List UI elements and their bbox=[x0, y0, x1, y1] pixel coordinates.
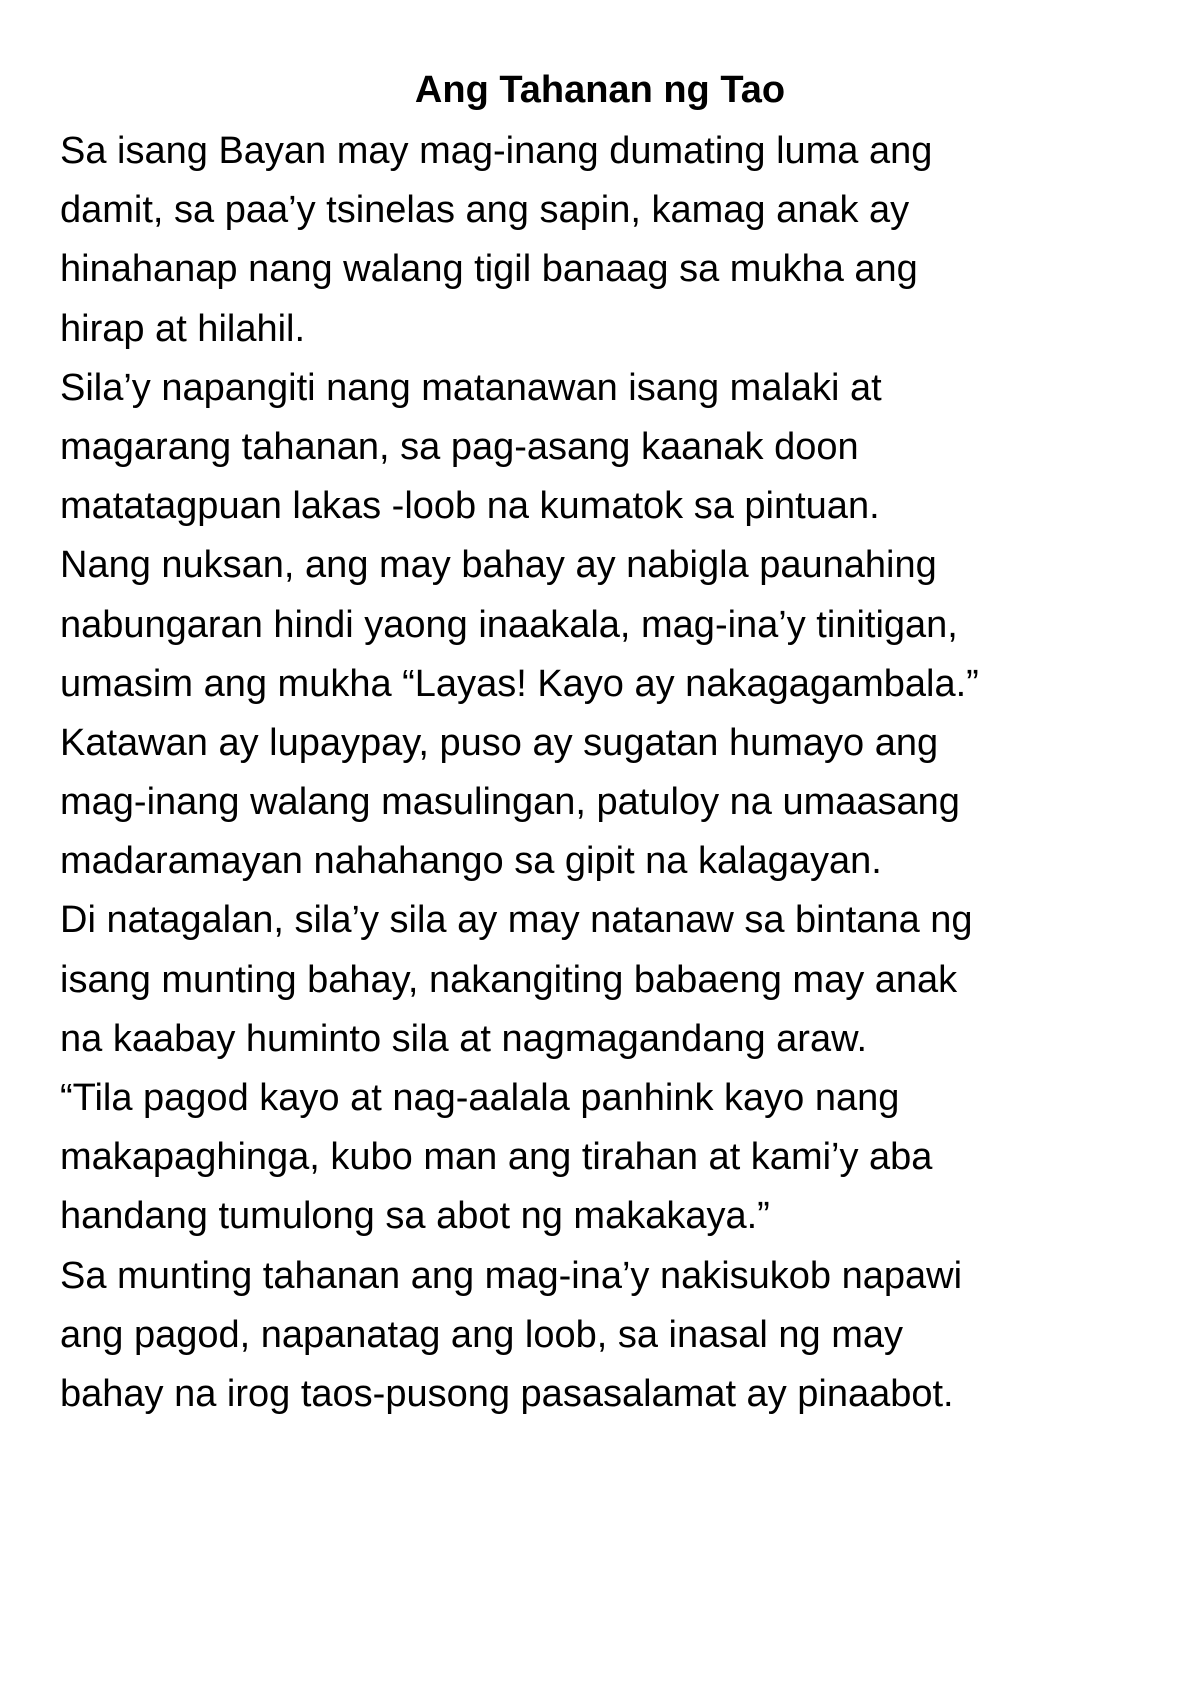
poem-line: Nang nuksan, ang may bahay ay nabigla paunahing bbox=[60, 544, 937, 587]
poem-line: madaramayan nahahango sa gipit na kalagayan. bbox=[60, 840, 882, 883]
document-title: Ang Tahanan ng Tao bbox=[414, 69, 786, 111]
poem-line: Di natagalan, sila’y sila ay may natanaw sa bintana ng bbox=[60, 899, 973, 942]
poem-line: Sa munting tahanan ang mag-ina’y nakisukob napawi bbox=[60, 1254, 963, 1297]
poem-line: handang tumulong sa abot ng makakaya.” bbox=[60, 1195, 770, 1238]
poem-line: nabungaran hindi yaong inaakala, mag-ina’y tinitigan, bbox=[60, 603, 958, 646]
poem-line: na kaabay huminto sila at nagmagandang araw. bbox=[60, 1017, 867, 1060]
poem-line: Sila’y napangiti nang matanawan isang malaki at bbox=[60, 366, 882, 409]
poem-line: hinahanap nang walang tigil banaag sa mukha ang bbox=[60, 248, 918, 291]
poem-line: isang munting bahay, nakangiting babaeng may anak bbox=[60, 958, 958, 1001]
poem-line: mag-inang walang masulingan, patuloy na umaasang bbox=[60, 781, 960, 824]
poem-line: hirap at hilahil. bbox=[60, 307, 306, 350]
poem-line: magarang tahanan, sa pag-asang kaanak doon bbox=[60, 425, 859, 468]
poem-line: Sa isang Bayan may mag-inang dumating luma ang bbox=[60, 130, 933, 172]
poem-line: matatagpuan lakas -loob na kumatok sa pintuan. bbox=[60, 485, 880, 528]
poem-body bbox=[60, 122, 1160, 1424]
poem-line: ang pagod, napanatag ang loob, sa inasal ng may bbox=[60, 1313, 903, 1356]
poem-line: umasim ang mukha “Layas! Kayo ay nakagagambala.” bbox=[60, 662, 979, 705]
poem-line: Katawan ay lupaypay, puso ay sugatan humayo ang bbox=[60, 721, 939, 764]
poem-line: makapaghinga, kubo man ang tirahan at kami’y aba bbox=[60, 1136, 933, 1179]
poem-line: bahay na irog taos-pusong pasasalamat ay pinaabot. bbox=[60, 1372, 954, 1415]
poem-line: damit, sa paa’y tsinelas ang sapin, kamag anak ay bbox=[60, 189, 910, 232]
poem-line: “Tila pagod kayo at nag-aalala panhink kayo nang bbox=[60, 1077, 900, 1119]
